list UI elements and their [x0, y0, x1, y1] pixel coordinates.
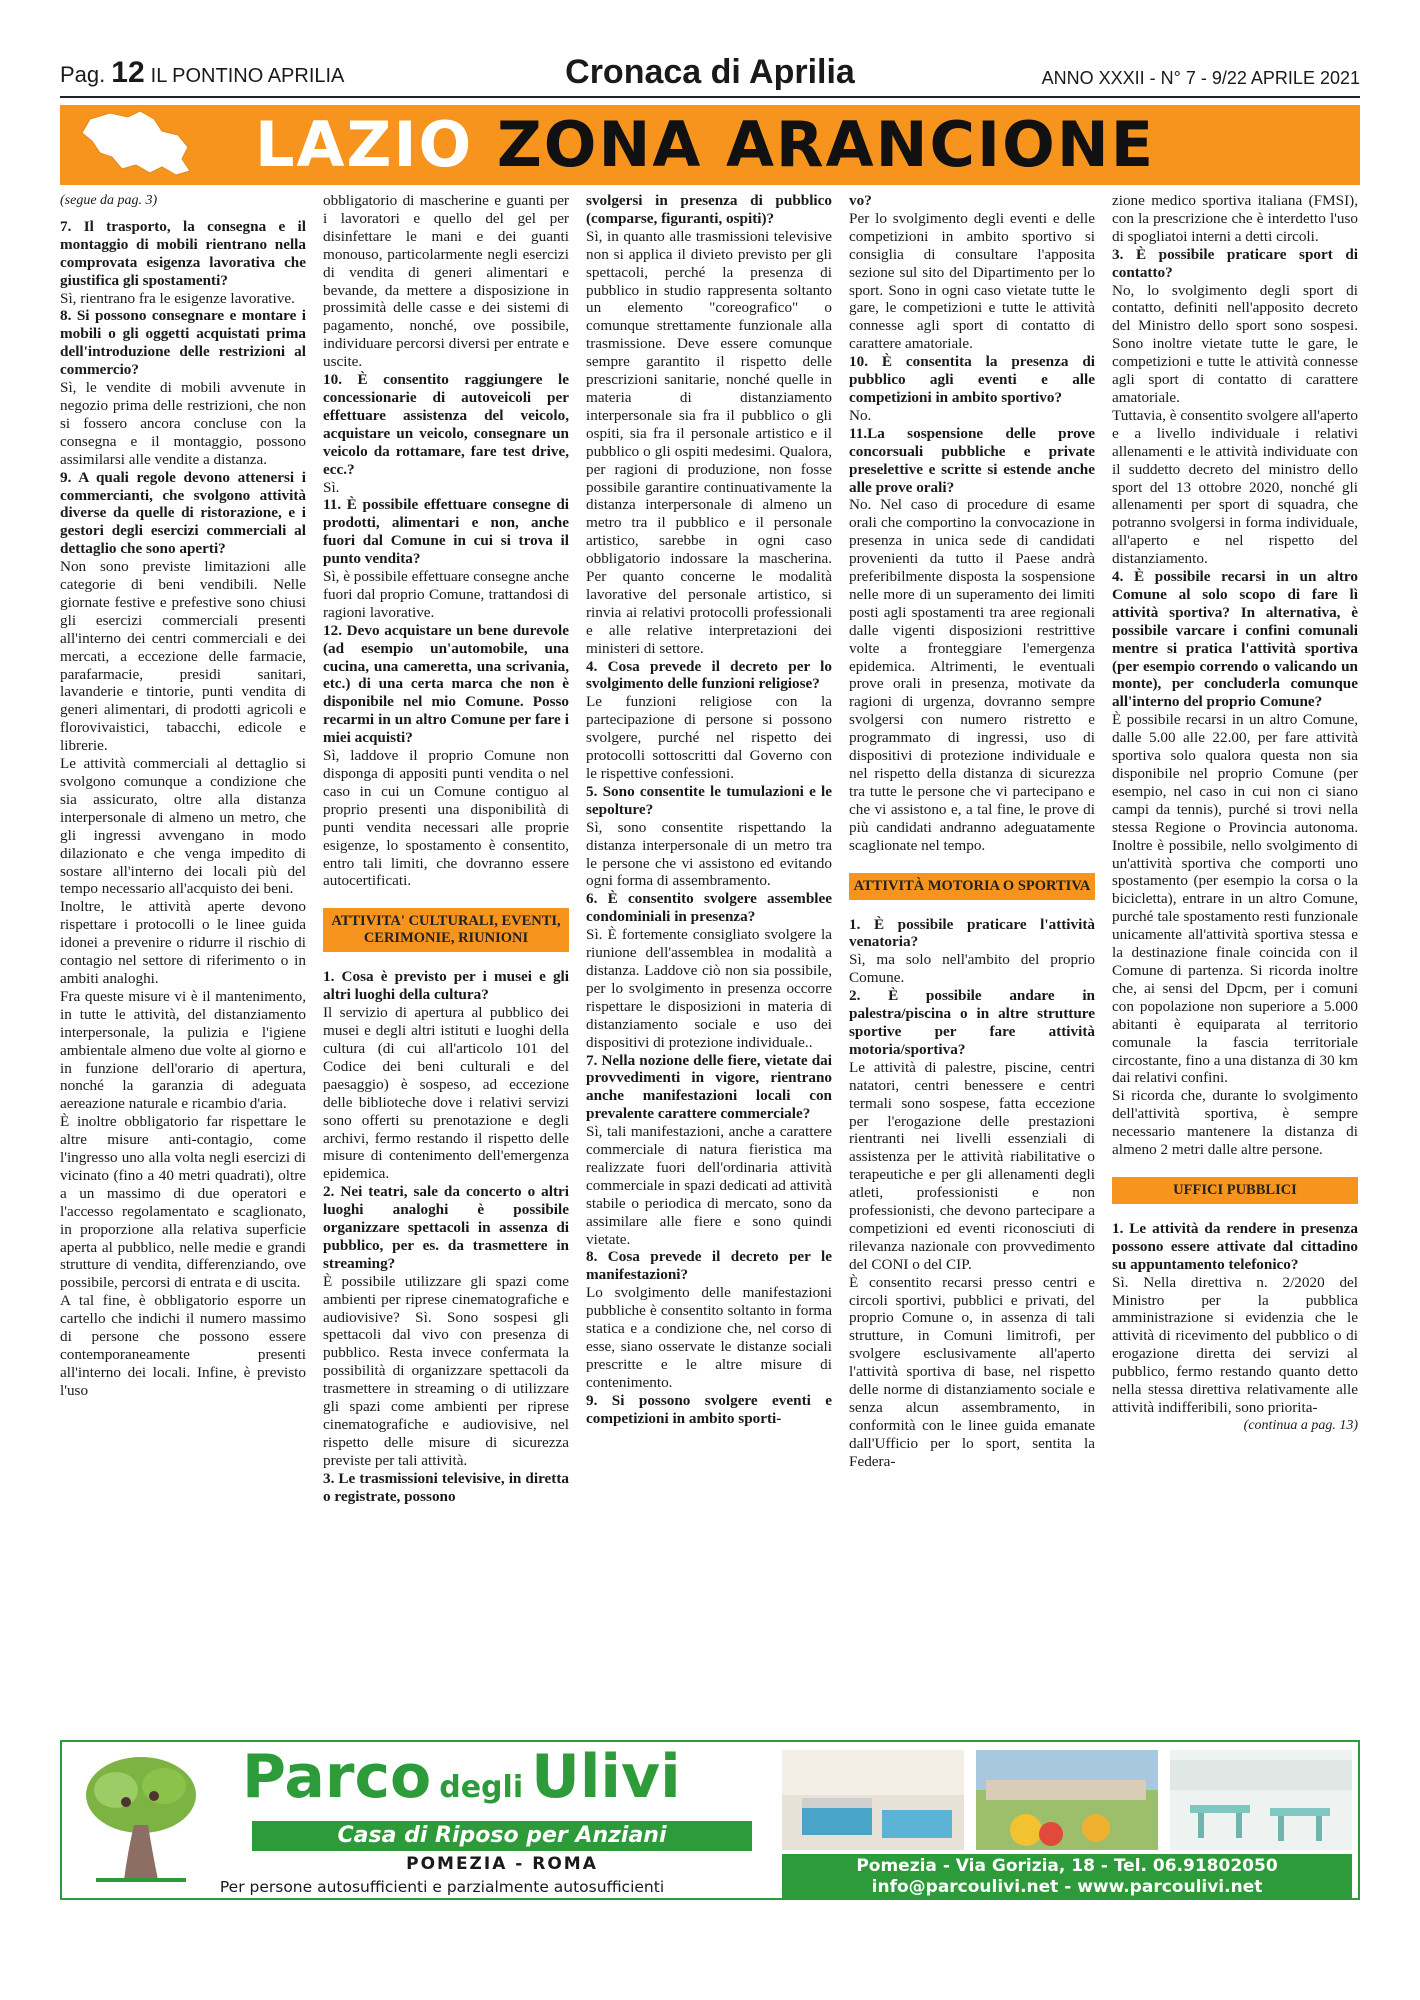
- paragraph: No, lo svolgimento degli sport di contatto, definiti nell'apposito decreto del Ministro dello sport sono sospesi. Sono inoltre vietate tutte le gare, le competizioni e tutte le attività connesse agli sport di contatto di carattere amatoriale.: [1112, 281, 1358, 406]
- paragraph: Le attività commerciali al dettaglio si svolgono comunque a condizione che sia assicurato, oltre alla distanza interpersonale di almeno un metro, che gli ingressi avvengano in modo dilazionato e che venga impedito di sostare all'interno dei locali più del tempo necessario all'acquisto dei beni.: [60, 755, 306, 898]
- dining-room-photo: [1170, 1750, 1352, 1850]
- paragraph: Le attività di palestre, piscine, centri natatori, centri benessere e centri termali sono sospese, fatta eccezione per l'erogazione delle prestazioni rientranti nei livelli essenziali di assistenza per le attività riabilitative o terapeutiche e per gli allenamenti degli atleti, professionisti e non professionisti, che devono partecipare a competizioni ed eventi riconosciuti di rilevanza nazionale con provvedimento del CONI o del CIP.: [849, 1058, 1095, 1273]
- paragraph: obbligatorio di mascherine e guanti per i lavoratori e quello del gel per disinfettare le mani e dei guanti monouso, particolarmente negli esercizi di vendita di generi alimentari e bevande, da mettere a disposizione in prossimità delle casse e dei sistemi di pagamento, nonché, ove possibile, individuare percorsi diversi per entrate e uscite.: [323, 192, 569, 371]
- question-heading: 1. Cosa è previsto per i musei e gli altri luoghi della cultura?: [323, 968, 569, 1004]
- paragraph: Il servizio di apertura al pubblico dei musei e degli altri istituti e luoghi della cultura (di cui all'articolo 101 del Codice dei beni culturali e del paesaggio) è sospeso, ad eccezione delle biblioteche dove i relativi servizi sono offerti su prenotazione e degli archivi, fermo restando il rispetto delle misure di contenimento dell'emergenza epidemica.: [323, 1004, 569, 1183]
- question-heading: 1. È possibile praticare l'attività venatoria?: [849, 915, 1095, 951]
- brand-name: [242, 1742, 762, 1814]
- page-number: 12: [111, 56, 145, 89]
- paragraph: È possibile recarsi in un altro Comune, dalle 5.00 alle 22.00, per fare attività sportiva solo qualora questa non sia disponibile nel proprio Comune (per esempio, nel caso in cui non ci siano campi da tennis), purché si trovi nella stessa Regione o Provincia autonoma. Inoltre è possibile, nello svolgimento di un'attività sportiva che comporti uno spostamento (per esempio la corsa o la bicicletta), entrare in un altro Comune, purché tale spostamento resti funzionale unicamente all'attività sportiva stessa e la destinazione finale coincida con il Comune di partenza. Si ricorda inoltre che, ai sensi del Dpcm, per i comuni con popolazione non superiore a 5.000 abitanti è equiparata al territorio comunale la fascia territoriale circostante, fino a una distanza di 30 km dai relativi confini.: [1112, 711, 1358, 1087]
- ad-photos: [782, 1750, 1352, 1850]
- headline-banner: [60, 105, 1360, 185]
- question-heading: 2. È possibile andare in palestra/piscina o in altre strutture sportive per fare attività motoria/sportiva?: [849, 987, 1095, 1058]
- ad-city: POMEZIA - ROMA: [406, 1854, 598, 1874]
- paragraph: No. Nel caso di procedure di esame orali che comportino la convocazione in presenza in unica sede di candidati provenienti da tutto il Paese andrà preferibilmente disposta la sospensione nelle more di un superamento dei limiti posti agli spostamenti tra aree regionali dalle vigenti disposizioni restrittive volte a fronteggiare l'emergenza epidemica. Altrimenti, le eventuali prove orali in presenza, motivate da ragioni di urgenza, dovranno sempre svolgersi con numero ristretto e programmato di ingressi, uso di dispositivi di protezione individuale e nel rispetto della distanza di sicurezza tra tutte le persone che vi partecipano e che vi assistono e, a tal fine, le prove di più candidati andranno adeguatamente scaglionate nel tempo.: [849, 496, 1095, 854]
- question-heading: 10. È consentito raggiungere le concessionarie di autoveicoli per effettuare assistenza del veicolo, acquistare un veicolo, consegnare un veicolo da rottamare, fare test drive, ecc.?: [323, 371, 569, 478]
- section-box-title: UFFICI PUBBLICI: [1112, 1177, 1358, 1204]
- section-box-title: ATTIVITÀ MOTORIA O SPORTIVA: [849, 873, 1095, 900]
- lazio-map-icon: [70, 109, 220, 181]
- article-body: [60, 192, 1360, 1717]
- paragraph: Fra queste misure vi è il mantenimento, in tutte le attività, del distanziamento interpersonale, la pulizia e l'igiene ambientale almeno due volte al giorno e in funzione dell'orario di apertura, nonché la garanzia di adeguata aereazione naturale e ricambio d'aria.: [60, 987, 306, 1113]
- question-heading: 11. È possibile effettuare consegne di prodotti, alimentari e non, anche fuori dal Comune in cui si trova il punto vendita?: [323, 496, 569, 568]
- advertisement[interactable]: [60, 1740, 1360, 1900]
- paragraph: Sì, sono consentite rispettando la distanza interpersonale di un metro tra le persone che vi assistono ed evitando ogni forma di assembramento.: [586, 818, 832, 890]
- article-column-4: [849, 192, 1095, 1717]
- question-heading: 7. Nella nozione delle fiere, vietate dai provvedimenti in vigore, rientrano anche manifestazioni locali con prevalente carattere commerciale?: [586, 1051, 832, 1123]
- section-box-title: ATTIVITA' CULTURALI, EVENTI, CERIMONIE, RIUNIONI: [323, 908, 569, 952]
- paragraph: Sì. Nella direttiva n. 2/2020 del Ministro per la pubblica amministrazione si evidenzia che le attività di ricevimento del pubblico o di erogazione diretta dei servizi al pubblico, fermo restando quanto detto nella stessa direttiva relativamente alle attività indifferibili, sono prioritа-: [1112, 1273, 1358, 1416]
- paragraph: zione medico sportiva italiana (FMSI), con la prescrizione che è interdetto l'uso di spogliatoi interni a detti circoli.: [1112, 192, 1358, 245]
- paragraph: Tuttavia, è consentito svolgere all'aperto e a livello individuale i relativi allenamenti e le attività individuate con il suddetto decreto del ministro dello sport del 13 ottobre 2020, nonché gli allenamenti per sport di squadra, che potranno svolgersi in forma individuale, all'aperto e nel rispetto del distanziamento.: [1112, 406, 1358, 568]
- question-heading: 11.La sospensione delle prove concorsuali pubbliche e private preselettive e scritte si estende anche alle prove orali?: [849, 424, 1095, 496]
- paragraph: Per lo svolgimento degli eventi e delle competizioni in ambito sportivo si consiglia di consultare l'apposita sezione sul sito del Dipartimento per lo sport. Sono in ogni caso vietate tutte le gare, le competizioni e tutte le attività connesse agli sport di contatto di carattere amatoriale.: [849, 209, 1095, 353]
- paragraph: Sì, rientrano fra le esigenze lavorative.: [60, 289, 295, 307]
- paragraph: È inoltre obbligatorio far rispettare le altre misure anti-contagio, come l'ingresso uno alla volta negli esercizi di vicinato (fino a 40 metri quadrati), oltre a un massimo di due operatori e l'accesso regolamentato e scaglionato, in proporzione alla relativa superficie aperta al pubblico, nelle medie e grandi strutture di vendita, differenziando, ove possibile, percorsi di entrata e di uscita.: [60, 1113, 306, 1292]
- question-heading: 4. Cosa prevede il decreto per lo svolgimento delle funzioni religiose?: [586, 657, 832, 693]
- article-column-1: [60, 192, 306, 1717]
- paragraph: Sì, ma solo nell'ambito del proprio Comune.: [849, 951, 1095, 987]
- question-heading: 12. Devo acquistare un bene durevole (ad esempio un'automobile, una cucina, una cameretta, una scrivania, etc.) di una certa marca che non è disponibile nel mio Comune. Posso recarmi in un altro Comune per fare i miei acquisti?: [323, 621, 569, 747]
- question-heading: 6. È consentito svolgere assemblee condominiali in presenza?: [586, 890, 832, 926]
- paragraph: No.: [849, 406, 872, 424]
- paragraph: Non sono previste limitazioni alle categorie di beni vendibili. Nelle giornate festive e prefestive sono chiusi gli esercizi commerciali presenti all'interno dei centri commerciali e dei mercati, a eccezione delle farmacie, parafarmacie, presidi sanitari, lavanderie e tintorie, punti vendita di generi alimentari, di prodotti agricoli e florovivaistici, tabacchi, edicole e librerie.: [60, 558, 306, 755]
- paragraph: Si ricorda che, durante lo svolgimento dell'attività sportiva, è sempre necessario mantenere la distanza di almeno 2 metri dalle altre persone.: [1112, 1087, 1358, 1159]
- question-heading: 9. Si possono svolgere eventi e competizioni in ambito sporti-: [586, 1391, 832, 1427]
- paragraph: Inoltre, le attività aperte devono rispettare i protocolli o le linee guida idonei a prevenire o ridurre il rischio di contagio nel settore di riferimento o in ambiti analoghi.: [60, 898, 306, 987]
- question-heading: 9. A quali regole devono attenersi i commercianti, che svolgono attività diverse da quelle di ristorazione, e i gestori degli esercizi commerciali al dettaglio che sono aperti?: [60, 468, 306, 558]
- article-column-2: [323, 192, 569, 1717]
- paragraph: A tal fine, è obbligatorio esporre un cartello che indichi il numero massimo di persone che possono essere contemporaneamente presenti all'interno dei locali. Infine, è previsto l'uso: [60, 1292, 306, 1399]
- paragraph: Le funzioni religiose con la partecipazione di persone si possono svolgere, purché nel rispetto dei protocolli sottoscritti dal Governo con le rispettive confessioni.: [586, 693, 832, 782]
- page-header: [60, 53, 1360, 98]
- article-column-5: [1112, 192, 1358, 1717]
- paragraph: Sì, tali manifestazioni, anche a carattere commerciale di natura fieristica ma realizzate fuori dell'ordinaria attività commerciale in spazi dedicati ad attività stabile o periodica di mercato, sono da assimilare alle fiere e sono quindi vietate.: [586, 1123, 832, 1248]
- garden-photo: [976, 1750, 1158, 1850]
- question-heading: 10. È consentita la presenza di pubblico agli eventi e alle competizioni in ambito sportivo?: [849, 353, 1095, 406]
- question-heading: 7. Il trasporto, la consegna e il montaggio di mobili rientrano nella comprovata esigenza lavorativa che giustifica gli spostamenti?: [60, 217, 306, 289]
- question-heading: 3. Le trasmissioni televisive, in diretta o registrate, possono: [323, 1469, 569, 1505]
- question-heading: 3. È possibile praticare sport di contatto?: [1112, 245, 1358, 281]
- pag-label: Pag.: [60, 62, 106, 87]
- brand-word-degli: degli: [439, 1770, 524, 1805]
- article-column-3: [586, 192, 832, 1717]
- continued-note: (segue da pag. 3): [60, 193, 158, 208]
- continued-note: (continua a pag. 13): [1243, 1417, 1358, 1433]
- question-heading: 5. Sono consentite le tumulazioni e le sepolture?: [586, 782, 832, 818]
- question-heading: svolgersi in presenza di pubblico (comparse, figuranti, ospiti)?: [586, 192, 832, 227]
- paragraph: È possibile utilizzare gli spazi come ambienti per riprese cinematografiche e audiovisive? Sì. Sono sospesi gli spettacoli dal vivo con presenza di pubblico. Resta invece confermata la possibilità di organizzare spettacoli da trasmettere in streaming o di utilizzare gli spazi come ambienti per riprese cinematografiche e audiovisive, nel rispetto delle misure di sicurezza previste per tali attività.: [323, 1272, 569, 1469]
- brand-word-ulivi: Ulivi: [531, 1742, 681, 1812]
- paragraph: Sì, le vendite di mobili avvenute in negozio prima delle restrizioni, che non si fossero ancora concluse con la consegna e il montaggio, possono assimilarsi alle vendite a distanza.: [60, 379, 306, 468]
- olive-tree-icon: [76, 1750, 206, 1890]
- paragraph: Sì. È fortemente consigliato svolgere la riunione dell'assemblea in modalità a distanza. Laddove ciò non sia possibile, per lo svolgimento in presenza occorre rispettare le disposizioni in materia di distanziamento sociale e uso dei dispositivi di protezione individuale..: [586, 926, 832, 1051]
- ad-subtitle: Casa di Riposo per Anziani: [252, 1821, 752, 1851]
- headline: [255, 109, 1155, 181]
- ad-tagline: Per persone autosufficienti e parzialmente autosufficienti: [219, 1878, 665, 1896]
- paragraph: È consentito recarsi presso centri e circoli sportivi, pubblici e privati, del proprio Comune o, in assenza di tali strutture, in Comuni limitrofi, per svolgere esclusivamente all'aperto l'attività sportiva di base, nel rispetto delle norme di distanziamento sociale e senza alcun assembramento, in conformità con le linee guida emanate dall'Ufficio per lo sport, sentita la Federa-: [849, 1273, 1095, 1470]
- ad-address: Pomezia - Via Gorizia, 18 - Tel. 06.91802050: [856, 1856, 1278, 1876]
- question-heading: vo?: [849, 192, 872, 209]
- question-heading: 4. È possibile recarsi in un altro Comune al solo scopo di fare lì attività sportiva? In alternativa, è possibile varcare i confini comunali mentre si pratica l'attività sportiva (per esempio correndo o valicando un monte), per concluderla comunque all'interno del proprio Comune?: [1112, 568, 1358, 711]
- ad-contact-box[interactable]: [782, 1854, 1352, 1898]
- paragraph: Lo svolgimento delle manifestazioni pubbliche è consentito soltanto in forma statica e a condizione che, nel corso di esse, siano osservate le distanze sociali prescritte e le altre misure di contenimento.: [586, 1284, 832, 1391]
- headline-zona-arancione: ZONA ARANCIONE: [496, 108, 1156, 181]
- brand-word-parco: Parco: [242, 1742, 432, 1812]
- question-heading: 1. Le attività da rendere in presenza possono essere attivate dal cittadino su appuntamento telefonico?: [1112, 1219, 1358, 1273]
- bedroom-photo: [782, 1750, 964, 1850]
- headline-lazio: LAZIO: [255, 108, 474, 181]
- paragraph: Sì, laddove il proprio Comune non disponga di appositi punti vendita o nel caso in cui un Comune contiguo al proprio presenti una disponibilità di punti vendita necessari alle proprie esigenze, lo spostamento è consentito, entro tali limiti, che dovranno essere autocertificati.: [323, 747, 569, 890]
- question-heading: 2. Nei teatri, sale da concerto o altri luoghi analoghi è possibile organizzare spettacoli in assenza di pubblico, per es. da trasmettere in streaming?: [323, 1183, 569, 1272]
- paragraph: Sì, in quanto alle trasmissioni televisive non si applica il divieto previsto per gli spettacoli, perché la presenza di pubblico in studio rappresenta soltanto un elemento "coreografico" o comunque strettamente funzionale alla trasmissione. Deve essere comunque sempre garantito il rispetto delle prescrizioni sanitarie, nonché quelle in materia di distanziamento interpersonale sia fra il pubblico o gli ospiti, sia fra il personale artistico e il pubblico o gli ospiti medesimi. Qualora, per ragioni di produzione, non fosse possibile garantire continuativamente la distanza interpersonale di almeno un metro tra il pubblico e il personale artistico, sarebbe in ogni caso obbligatorio indossare la mascherina. Per quanto concerne le modalità lavorative del personale artistico, si rinvia ai relativi protocolli professionali e alle relative interpretazioni dei ministeri di settore.: [586, 227, 832, 657]
- section-title: Cronaca di Aprilia: [565, 53, 855, 91]
- ad-website[interactable]: info@parcoulivi.net - www.parcoulivi.net: [871, 1877, 1263, 1897]
- issue-info: ANNO XXXII - N° 7 - 9/22 APRILE 2021: [1041, 68, 1360, 88]
- question-heading: 8. Si possono consegnare e montare i mobili o gli oggetti acquistati prima dell'introduzione delle restrizioni al commercio?: [60, 307, 306, 379]
- paragraph: Sì.: [323, 478, 340, 496]
- paragraph: Sì, è possibile effettuare consegne anche fuori dal proprio Comune, trattandosi di ragioni lavorative.: [323, 568, 569, 621]
- question-heading: 8. Cosa prevede il decreto per le manifestazioni?: [586, 1248, 832, 1284]
- publication-name: IL PONTINO APRILIA: [150, 65, 345, 87]
